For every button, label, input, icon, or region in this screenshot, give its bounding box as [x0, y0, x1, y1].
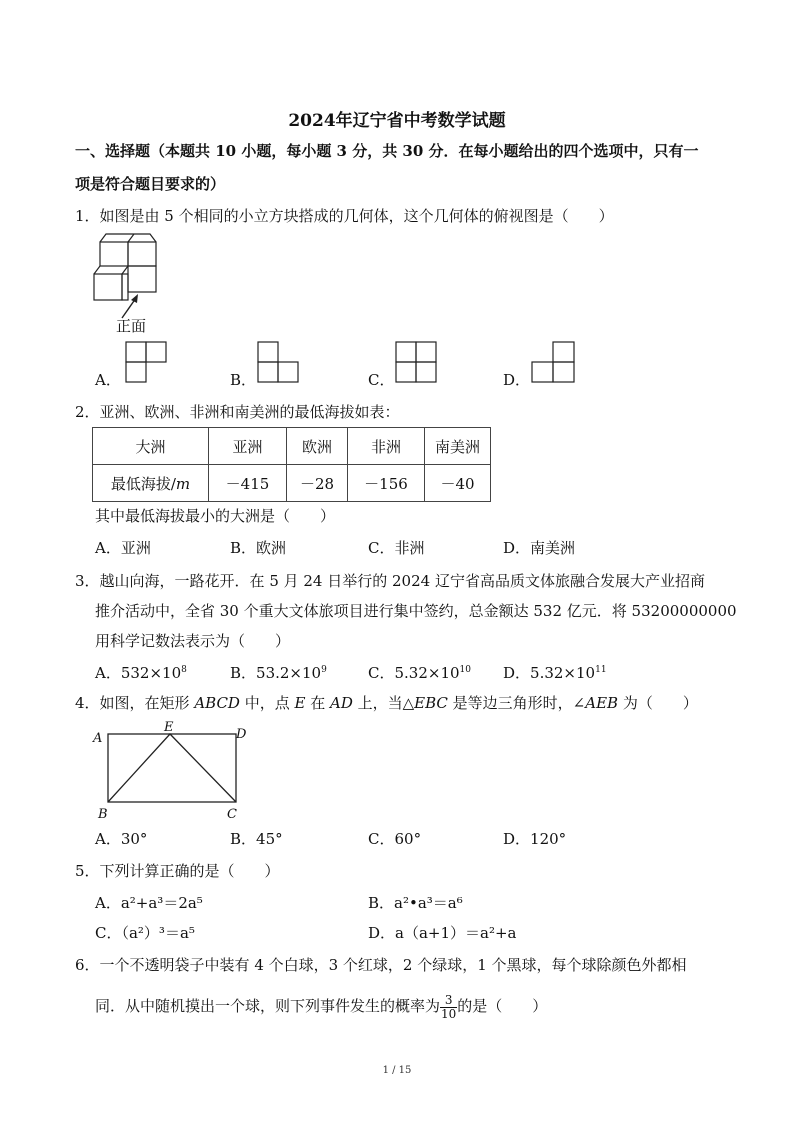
table-header-cell: 亚洲 — [209, 428, 287, 465]
table-header-cell: 欧洲 — [287, 428, 348, 465]
q2-option-b[interactable]: B．欧洲 — [230, 539, 287, 557]
q5-option-d[interactable]: D．a（a+1）＝a²+a — [368, 924, 517, 942]
q6-line1: 6．一个不透明袋子中装有 4 个白球，3 个红球，2 个绿球，1 个黑球，每个球除颜色外都相 — [75, 956, 687, 974]
q2-option-c[interactable]: C．非洲 — [368, 539, 425, 557]
option-label: D． — [503, 664, 531, 682]
option-base: 532×10 — [120, 664, 182, 682]
q4-rectangle-figure — [90, 722, 250, 822]
q4-text: 是等边三角形时，∠ — [447, 694, 586, 712]
table-cell: －415 — [209, 465, 287, 502]
table-cell: －40 — [425, 465, 491, 502]
q1-option-b[interactable]: B． — [230, 371, 257, 389]
q1-option-b-figure — [257, 340, 301, 384]
option-label: C． — [368, 664, 395, 682]
q4-option-d[interactable]: D．120° — [503, 830, 567, 848]
q4-var: E — [294, 694, 306, 712]
page-title: 2024年辽宁省中考数学试题 — [288, 111, 506, 131]
q3-line2: 推介活动中，全省 30 个重大文体旅项目进行集中签约，总金额达 532 亿元．将 53200000000 — [95, 602, 737, 620]
option-base: 5.32×10 — [394, 664, 460, 682]
q4-var: AEB — [585, 694, 619, 712]
q3-option-c[interactable] — [368, 663, 471, 683]
q3-option-b[interactable] — [230, 663, 327, 683]
option-exponent: 9 — [321, 665, 327, 675]
q1-option-d-figure — [530, 340, 576, 384]
q4-text: 在 — [305, 694, 330, 712]
point-label-a: A — [93, 731, 103, 746]
table-header-cell: 非洲 — [348, 428, 425, 465]
q3-line3: 用科学记数法表示为（ ） — [95, 632, 291, 650]
q1-option-d[interactable]: D． — [503, 371, 531, 389]
q1-front-label: 正面 — [116, 317, 147, 335]
q1-option-c[interactable]: C． — [368, 371, 395, 389]
q2-option-a[interactable]: A．亚洲 — [95, 539, 151, 557]
point-label-d: D — [236, 727, 247, 742]
section-heading-line2: 项是符合题目要求的） — [75, 175, 226, 193]
q2-stem: 2．亚洲、欧洲、非洲和南美洲的最低海拔如表： — [75, 403, 400, 421]
point-label-c: C — [227, 807, 237, 822]
q1-option-a-figure — [125, 340, 169, 384]
table-header-cell: 南美洲 — [425, 428, 491, 465]
q2-sub-question: 其中最低海拔最小的大洲是（ ） — [95, 507, 336, 525]
q3-line1: 3．越山向海，一路花开．在 5 月 24 日举行的 2024 辽宁省高品质文体旅融合发展大产业招商 — [75, 572, 705, 590]
q3-option-a[interactable] — [95, 663, 187, 683]
point-label-b: B — [98, 807, 108, 822]
table-cell: －28 — [287, 465, 348, 502]
table-header-cell: 大洲 — [93, 428, 209, 465]
q3-option-d[interactable] — [503, 663, 607, 683]
q1-option-a[interactable]: A． — [95, 371, 121, 389]
q4-text: 中，点 — [239, 694, 295, 712]
q5-stem: 5．下列计算正确的是（ ） — [75, 862, 280, 880]
q4-var: AD — [330, 694, 353, 712]
row-label-text: 最低海拔/ — [110, 474, 176, 493]
q4-var: ABCD — [194, 694, 240, 712]
q4-stem — [75, 693, 698, 713]
page-number: 1 / 15 — [382, 1065, 412, 1076]
q2-option-d[interactable]: D．南美洲 — [503, 539, 576, 557]
point-label-e: E — [164, 720, 174, 735]
row-label-unit: m — [175, 474, 191, 493]
q6-line2 — [95, 992, 547, 1021]
table-row-label — [93, 465, 209, 502]
option-base: 5.32×10 — [530, 664, 596, 682]
table-cell: －156 — [348, 465, 425, 502]
table-row — [93, 465, 491, 502]
q5-option-b[interactable]: B．a²•a³＝a⁶ — [368, 894, 463, 912]
probability-fraction — [440, 994, 457, 1021]
table-header-row — [93, 428, 491, 465]
q1-stem: 1．如图是由 5 个相同的小立方块搭成的几何体，这个几何体的俯视图是（ ） — [75, 207, 614, 225]
option-base: 53.2×10 — [256, 664, 322, 682]
q5-option-a[interactable]: A．a²+a³＝2a⁵ — [95, 894, 203, 912]
q4-option-b[interactable]: B．45° — [230, 830, 283, 848]
option-exponent: 11 — [595, 665, 607, 675]
q4-text: 4．如图，在矩形 — [75, 694, 195, 712]
q5-option-c[interactable]: C．（a²）³＝a⁵ — [95, 924, 195, 942]
q4-text: 为（ ） — [618, 694, 698, 712]
q2-altitude-table — [92, 427, 491, 502]
section-heading-line1: 一、选择题（本题共 10 小题，每小题 3 分，共 30 分．在每小题给出的四个选项中，只有一 — [75, 142, 699, 160]
option-exponent: 8 — [181, 665, 187, 675]
q4-option-a[interactable]: A．30° — [95, 830, 148, 848]
q4-option-c[interactable]: C．60° — [368, 830, 422, 848]
q6-line2-text: 同．从中随机摸出一个球，则下列事件发生的概率为 — [95, 997, 441, 1015]
option-label: A． — [95, 664, 121, 682]
q4-text: 上，当△ — [352, 694, 415, 712]
fraction-denominator: 10 — [441, 1006, 457, 1021]
fraction-numerator: 3 — [440, 994, 457, 1008]
q4-var: EBC — [414, 694, 448, 712]
q1-option-c-figure — [395, 340, 439, 384]
q6-line2-tail: 的是（ ） — [457, 997, 548, 1015]
option-exponent: 10 — [459, 665, 471, 675]
option-label: B． — [230, 664, 257, 682]
